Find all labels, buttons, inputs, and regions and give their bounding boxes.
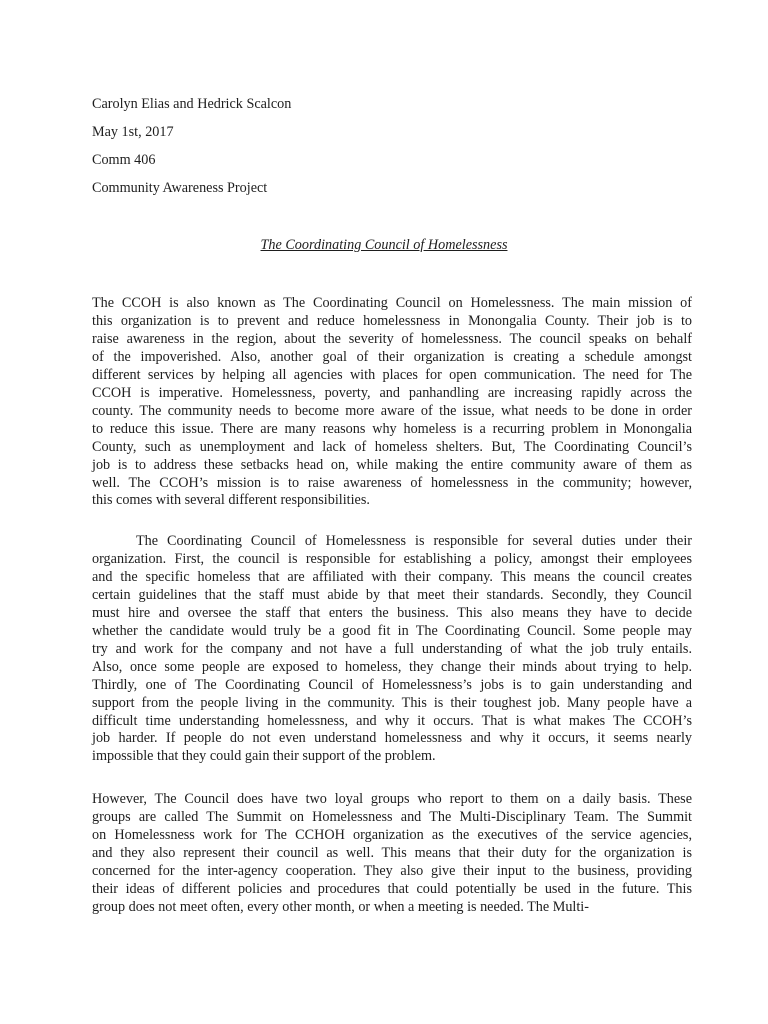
paragraph-line: Also, once some people are exposed to homeless, they change their minds about trying to help. — [92, 658, 692, 675]
paragraph-text — [92, 295, 692, 510]
paragraph-line: raise awareness in the region, about the severity of homelessness. The council speaks on behalf — [92, 330, 692, 347]
paragraph-line: However, The Council does have two loyal groups who report to them on a daily basis. These — [92, 791, 692, 807]
paragraph-text — [92, 791, 692, 917]
document-title: The Coordinating Council of Homelessness — [260, 237, 508, 253]
paragraph-line: organization. First, the council is responsible for establishing a policy, amongst their employees — [92, 550, 692, 567]
paragraph-line: well. The CCOH’s mission is to raise awareness of homelessness in the community; however, — [92, 474, 692, 491]
paragraph-line: support from the people living in the community. This is their toughest job. Many people have a — [92, 694, 692, 711]
paragraph-line: their ideas of different policies and procedures that could potentially be used in the future. This — [92, 880, 692, 897]
paragraph-line: Thirdly, one of The Coordinating Council of Homelessness’s jobs is to gain understanding and — [92, 676, 692, 693]
paragraph-line: CCOH is imperative. Homelessness, poverty, and panhandling are increasing rapidly across the — [92, 384, 692, 401]
paragraph-line: concerned for the inter-agency cooperation. They also give their input to the business, providing — [92, 862, 692, 879]
paragraph-text — [92, 533, 692, 766]
paragraph-line: to reduce this issue. There are many reasons why homeless is a recurring problem in Monongalia — [92, 420, 692, 437]
paragraph-line: The Coordinating Council of Homelessness is responsible for several duties under their — [136, 533, 692, 549]
paragraph-line: groups are called The Summit on Homelessness and The Multi-Disciplinary Team. The Summit — [92, 808, 692, 825]
paragraph-1 — [92, 295, 692, 510]
paragraph-line: on Homelessness work for The CCHOH organization as the executives of the service agencies, — [92, 826, 692, 843]
paragraph-line: job harder. If people do not even understand homelessness and why it occurs, it seems nearly — [92, 730, 692, 747]
paragraph-line: different services by helping all agencies with places for open communication. The need for The — [92, 366, 692, 383]
paragraph-line: difficult time understanding homelessness, and why it occurs. That is what makes The CCOH’s — [92, 712, 692, 729]
paragraph-line: must hire and oversee the staff that enters the business. This also means they have to decide — [92, 604, 692, 621]
course-number: Comm 406 — [92, 152, 156, 168]
paragraph-line: of the impoverished. Also, another goal of their organization is creating a schedule amongst — [92, 348, 692, 365]
paragraph-line: and the specific homeless that are affiliated with their company. This means the council creates — [92, 568, 692, 585]
project-name: Community Awareness Project — [92, 180, 268, 196]
paragraph-2 — [92, 533, 692, 766]
paragraph-3 — [92, 791, 692, 917]
author-names: Carolyn Elias and Hedrick Scalcon — [92, 96, 292, 112]
paragraph-line: certain guidelines that the staff must abide by that meet their standards. Secondly, they Council — [92, 586, 692, 603]
paragraph-line: whether the candidate would truly be a good fit in The Coordinating Council. Some people may — [92, 622, 692, 639]
paragraph-line: county. The community needs to become more aware of the issue, what needs to be done in order — [92, 402, 692, 419]
paragraph-line: County, such as unemployment and lack of homeless shelters. But, The Coordinating Council’s — [92, 438, 692, 455]
paragraph-line: this comes with several different responsibilities. — [92, 492, 370, 509]
paragraph-line: job is to address these setbacks head on, while making the entire community aware of them as — [92, 456, 692, 473]
paragraph-line: and they also represent their council as well. This means that their duty for the organization is — [92, 844, 692, 861]
paragraph-line: this organization is to prevent and reduce homelessness in Monongalia County. Their job is to — [92, 312, 692, 329]
paragraph-line: try and work for the company and not have a full understanding of what the job truly entails. — [92, 640, 692, 657]
paragraph-line: impossible that they could gain their support of the problem. — [92, 748, 436, 765]
document-date: May 1st, 2017 — [92, 124, 174, 140]
paragraph-line: group does not meet often, every other month, or when a meeting is needed. The Multi- — [92, 898, 589, 915]
paragraph-line: The CCOH is also known as The Coordinating Council on Homelessness. The main mission of — [92, 295, 692, 311]
